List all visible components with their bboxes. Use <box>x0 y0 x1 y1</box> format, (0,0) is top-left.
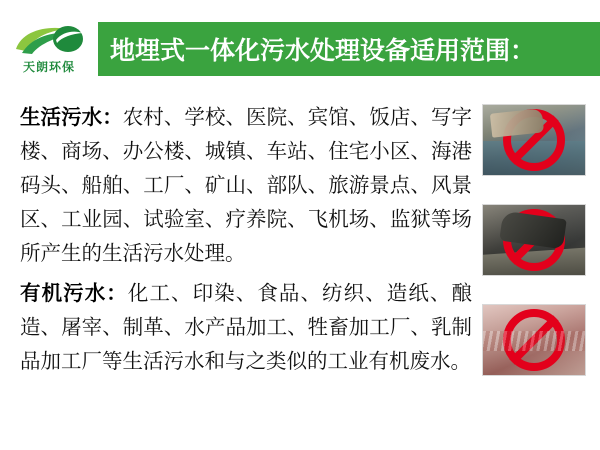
polluted-ground-dark-photo <box>482 204 586 276</box>
brand-logo <box>0 18 98 80</box>
prohibition-sign-icon <box>503 109 565 171</box>
green-leaf-swoosh-logo-icon <box>12 23 86 57</box>
paragraph-organic-sewage-text: 化工、印染、食品、纺织、造纸、酿造、屠宰、制革、水产品加工、牲畜加工厂、乳制品加工厂等生活污水和与之类似的工业有机废水。 <box>20 281 472 373</box>
title-banner <box>98 22 600 76</box>
prohibition-sign-icon <box>503 209 565 271</box>
paragraph-domestic-sewage-lead: 生活污水： <box>20 105 123 129</box>
polluted-red-water-photo <box>482 304 586 376</box>
paragraph-domestic-sewage-text: 农村、学校、医院、宾馆、饭店、写字楼、商场、办公楼、城镇、车站、住宅小区、海港码头、船舶、工厂、矿山、部队、旅游景点、风景区、工业园、试验室、疗养院、飞机场、监狱等场所产生的生活污水处理。 <box>20 105 473 265</box>
brand-name: 天朗环保 <box>22 60 75 74</box>
prohibition-sign-icon <box>503 309 565 371</box>
polluted-discharge-pipe-photo <box>482 104 586 176</box>
paragraph-organic-sewage <box>20 276 472 378</box>
page-title: 地埋式一体化污水处理设备适用范围： <box>110 36 536 65</box>
paragraph-organic-sewage-lead: 有机污水： <box>20 281 128 305</box>
body-content <box>20 100 472 378</box>
poster-header <box>0 18 600 80</box>
photo-column <box>482 104 586 376</box>
paragraph-domestic-sewage <box>20 100 472 270</box>
